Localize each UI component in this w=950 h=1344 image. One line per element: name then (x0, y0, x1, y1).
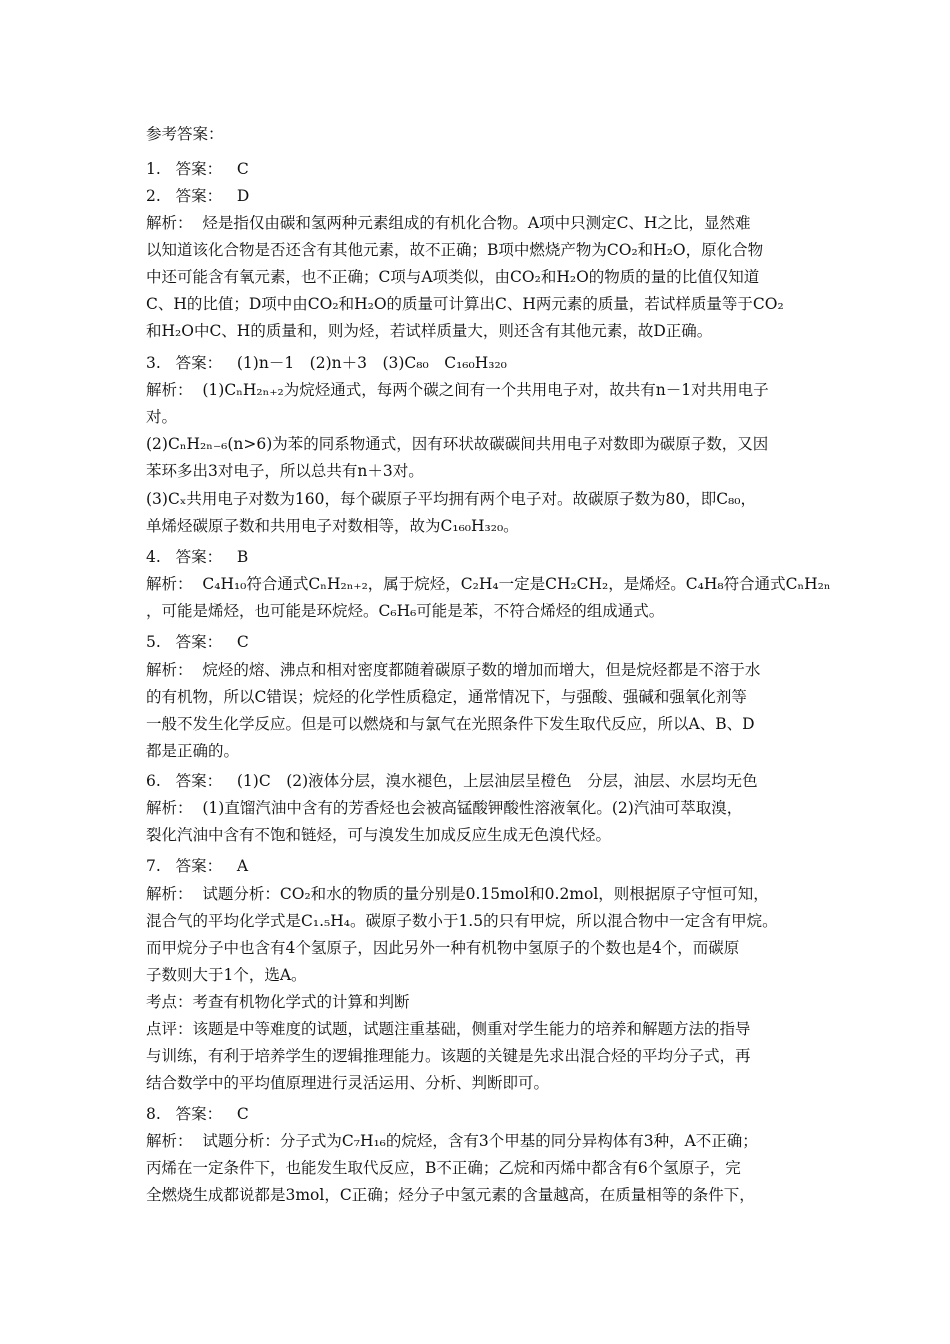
q3-explanation-line-3: (2)CₙH₂ₙ₋₆(n>6)为苯的同系物通式，因有环状故碳碳间共用电子对数即为碳原子数，又因 (146, 435, 769, 453)
q7-number: 7. (146, 857, 161, 875)
q2-explanation-line-4: C、H的比值；D项中由CO₂和H₂O的质量可计算出C、H两元素的质量，若试样质量等于CO₂ (146, 295, 784, 313)
q5-number: 5. (146, 633, 161, 651)
q7-comment-line-3: 结合数学中的平均值原理进行灵活运用、分析、判断即可。 (146, 1074, 550, 1092)
q6-explanation-line-2: 裂化汽油中含有不饱和链烃，可与溴发生加成反应生成无色溴代烃。 (146, 826, 612, 844)
q8-explanation-line-2: 丙烯在一定条件下，也能发生取代反应，B不正确；乙烷和丙烯中都含有6个氢原子，完 (146, 1159, 741, 1177)
q8-explanation-line-1 (146, 1131, 758, 1151)
q2-answer-line (146, 186, 249, 206)
q7-answer: A (236, 857, 249, 875)
q7-comment-line-2: 与训练，有利于培养学生的逻辑推理能力。该题的关键是先求出混合烃的平均分子式，再 (146, 1047, 751, 1065)
q7-explanation-line-2: 混合气的平均化学式是C₁.₅H₄。碳原子数小于1.5的只有甲烷，所以混合物中一定含有甲烷。 (146, 912, 778, 930)
q8-answer: C (236, 1105, 249, 1123)
q2-explanation-line-1 (146, 213, 750, 233)
q1-label: 答案： (175, 160, 223, 178)
q4-explanation-line-1 (146, 574, 831, 594)
q7-explanation-line-4: 子数则大于1个，选A。 (146, 966, 307, 984)
q7-kaodian: 考点：考查有机物化学式的计算和判断 (146, 993, 410, 1011)
q4-answer-line (146, 547, 248, 567)
q3-answer-line (146, 353, 507, 373)
q2-text-1: 烃是指仅由碳和氢两种元素组成的有机化合物。A项中只测定C、H之比，显然难 (202, 214, 751, 232)
q3-jiexi-label: 解析： (146, 381, 193, 399)
q4-number: 4. (146, 548, 161, 566)
q2-jiexi-label: 解析： (146, 214, 193, 232)
q6-number: 6. (146, 772, 161, 790)
q4-label: 答案： (175, 548, 223, 566)
q4-explanation-line-2: ，可能是烯烃，也可能是环烷烃。C₆H₆可能是苯，不符合烯烃的组成通式。 (146, 602, 665, 620)
q3-explanation-line-4: 苯环多出3对电子，所以总共有n＋3对。 (146, 462, 424, 480)
q5-label: 答案： (175, 633, 223, 651)
q6-label: 答案： (175, 772, 223, 790)
q1-answer: C (236, 160, 249, 178)
q3-explanation-line-6: 单烯烃碳原子数和共用电子对数相等，故为C₁₆₀H₃₂₀。 (146, 517, 519, 535)
q3-answer: (1)n－1 (2)n＋3 (3)C₈₀ C₁₆₀H₃₂₀ (236, 354, 507, 372)
q6-text-1: (1)直馏汽油中含有的芳香烃也会被高锰酸钾酸性溶液氧化。(2)汽油可萃取溴， (202, 799, 743, 817)
q7-answer-line (146, 856, 248, 876)
q8-jiexi-label: 解析： (146, 1132, 193, 1150)
q1-number: 1. (146, 160, 161, 178)
q7-label: 答案： (175, 857, 223, 875)
q7-jiexi-label: 解析： (146, 885, 193, 903)
q7-explanation-line-1 (146, 884, 769, 904)
q2-explanation-line-2: 以知道该化合物是否还含有其他元素，故不正确；B项中燃烧产物为CO₂和H₂O，原化合物 (146, 241, 764, 259)
q8-text-1: 试题分析：分子式为C₇H₁₆的烷烃，含有3个甲基的同分异构体有3种，A不正确； (202, 1132, 758, 1150)
q7-comment-line-1: 点评：该题是中等难度的试题，试题注重基础，侧重对学生能力的培养和解题方法的指导 (146, 1020, 751, 1038)
q5-explanation-line-4: 都是正确的。 (146, 742, 240, 760)
q4-answer: B (236, 548, 249, 566)
q8-explanation-line-3: 全燃烧生成都说都是3mol，C正确；烃分子中氢元素的含量越高，在质量相等的条件下， (146, 1186, 755, 1204)
q3-label: 答案： (175, 354, 223, 372)
q5-explanation-line-1 (146, 660, 760, 680)
q5-explanation-line-2: 的有机物，所以C错误；烷烃的化学性质稳定，通常情况下，与强酸、强碱和强氧化剂等 (146, 688, 747, 706)
q6-answer-line (146, 771, 758, 791)
q3-number: 3. (146, 354, 161, 372)
q8-number: 8. (146, 1105, 161, 1123)
q3-explanation-line-1 (146, 380, 769, 400)
q2-label: 答案： (175, 187, 223, 205)
q7-text-1: 试题分析：CO₂和水的物质的量分别是0.15mol和0.2mol，则根据原子守恒可知， (202, 885, 769, 903)
q1-answer-line (146, 159, 249, 179)
q7-explanation-line-3: 而甲烷分子中也含有4个氢原子，因此另外一种有机物中氢原子的个数也是4个，而碳原 (146, 939, 740, 957)
q2-explanation-line-5: 和H₂O中C、H的质量和，则为烃，若试样质量大，则还含有其他元素，故D正确。 (146, 322, 713, 340)
q6-explanation-line-1 (146, 798, 742, 818)
q5-text-1: 烷烃的熔、沸点和相对密度都随着碳原子数的增加而增大，但是烷烃都是不溶于水 (202, 661, 761, 679)
q5-jiexi-label: 解析： (146, 661, 193, 679)
q6-jiexi-label: 解析： (146, 799, 193, 817)
q6-answer: (1)C (2)液体分层，溴水褪色，上层油层呈橙色 分层，油层、水层均无色 (236, 772, 758, 790)
q5-answer: C (236, 633, 249, 651)
q3-explanation-line-2: 对。 (146, 408, 178, 426)
q4-text-1: C₄H₁₀符合通式CₙH₂ₙ₊₂，属于烷烃，C₂H₄一定是CH₂CH₂，是烯烃。C₄H₈符合通式CₙH₂ₙ (202, 575, 831, 593)
q8-label: 答案： (175, 1105, 223, 1123)
q2-answer: D (236, 187, 250, 205)
answers-heading: 参考答案： (146, 125, 224, 143)
q5-answer-line (146, 632, 249, 652)
q8-answer-line (146, 1104, 249, 1124)
q2-explanation-line-3: 中还可能含有氧元素，也不正确；C项与A项类似，由CO₂和H₂O的物质的量的比值仅知道 (146, 268, 760, 286)
q3-text-1: (1)CₙH₂ₙ₊₂为烷烃通式，每两个碳之间有一个共用电子对，故共有n－1对共用电子 (202, 381, 769, 399)
q5-explanation-line-3: 一般不发生化学反应。但是可以燃烧和与氯气在光照条件下发生取代反应，所以A、B、D (146, 715, 755, 733)
q2-number: 2. (146, 187, 161, 205)
q4-jiexi-label: 解析： (146, 575, 193, 593)
q3-explanation-line-5: (3)Cₓ共用电子对数为160，每个碳原子平均拥有两个电子对。故碳原子数为80，即C₈₀， (146, 490, 756, 508)
